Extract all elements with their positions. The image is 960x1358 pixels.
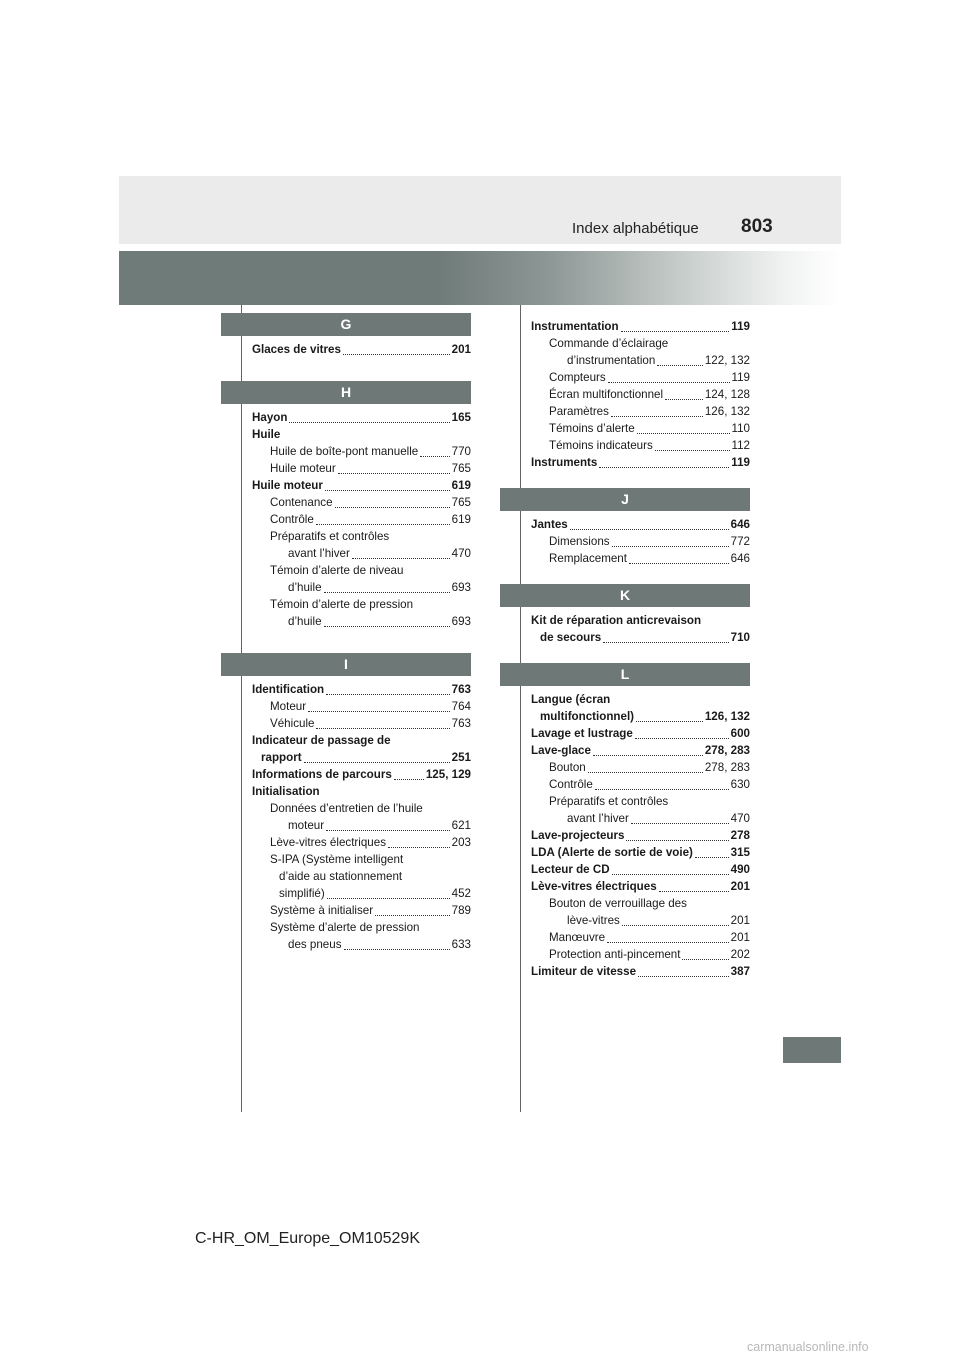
index-entry[interactable]: multifonctionnel) 126, 132 [540, 710, 750, 723]
header-band [119, 176, 841, 244]
letter-heading-k: K [500, 584, 750, 607]
index-entry[interactable]: Témoins indicateurs 112 [549, 439, 750, 452]
letter-heading-l: L [500, 663, 750, 686]
index-entry[interactable]: Protection anti-pincement 202 [549, 948, 750, 961]
index-entry[interactable]: moteur 621 [288, 819, 471, 832]
index-entry[interactable]: Lavage et lustrage 600 [531, 727, 750, 740]
index-entry: Témoin d’alerte de niveau [270, 564, 404, 577]
index-entry[interactable]: Informations de parcours 125, 129 [252, 768, 471, 781]
index-entry[interactable]: Remplacement 646 [549, 552, 750, 565]
index-entry[interactable]: Huile moteur 619 [252, 479, 471, 492]
index-entry: Kit de réparation anticrevaison [531, 614, 702, 627]
index-entry[interactable]: Instrumentation 119 [531, 320, 750, 333]
index-entry[interactable]: Glaces de vitres 201 [252, 343, 471, 356]
index-entry[interactable]: LDA (Alerte de sortie de voie) 315 [531, 846, 750, 859]
index-entry[interactable]: Lecteur de CD 490 [531, 863, 750, 876]
index-entry: Commande d’éclairage [549, 337, 669, 350]
page-number: 803 [741, 216, 773, 237]
watermark: carmanualsonline.info [747, 1340, 869, 1354]
index-entry[interactable]: Hayon 165 [252, 411, 471, 424]
letter-heading-i: I [221, 653, 471, 676]
index-entry: d’aide au stationnement [279, 870, 403, 883]
index-entry[interactable]: des pneus 633 [288, 938, 471, 951]
letter-heading-j: J [500, 488, 750, 511]
index-entry[interactable]: Lave-glace 278, 283 [531, 744, 750, 757]
index-entry[interactable]: Identification 763 [252, 683, 471, 696]
index-entry[interactable]: avant l’hiver 470 [288, 547, 471, 560]
section-title: Index alphabétique [572, 220, 699, 237]
index-entry[interactable]: d’huile 693 [288, 581, 471, 594]
index-entry[interactable]: Huile de boîte-pont manuelle 770 [270, 445, 471, 458]
letter-heading-h: H [221, 381, 471, 404]
index-entry[interactable]: Écran multifonctionnel 124, 128 [549, 388, 750, 401]
document-code: C-HR_OM_Europe_OM10529K [195, 1230, 420, 1247]
index-entry: Huile [252, 428, 281, 441]
index-entry[interactable]: Contenance 765 [270, 496, 471, 509]
index-column-2 [531, 318, 750, 980]
index-entry[interactable]: Limiteur de vitesse 387 [531, 965, 750, 978]
index-entry[interactable]: lève-vitres 201 [567, 914, 750, 927]
index-entry[interactable]: Contrôle 630 [549, 778, 750, 791]
index-entry[interactable]: Huile moteur 765 [270, 462, 471, 475]
index-entry[interactable]: Bouton 278, 283 [549, 761, 750, 774]
index-entry[interactable]: de secours 710 [540, 631, 750, 644]
index-entry: Préparatifs et contrôles [549, 795, 669, 808]
index-entry[interactable]: Système à initialiser 789 [270, 904, 471, 917]
index-entry[interactable]: Lève-vitres électriques 203 [270, 836, 471, 849]
chapter-banner [119, 251, 841, 305]
index-entry: Données d’entretien de l’huile [270, 802, 423, 815]
index-entry[interactable]: Paramètres 126, 132 [549, 405, 750, 418]
index-entry[interactable]: Lève-vitres électriques 201 [531, 880, 750, 893]
chapter-tab [783, 1037, 841, 1063]
index-entry: Bouton de verrouillage des [549, 897, 687, 910]
index-entry[interactable]: Véhicule 763 [270, 717, 471, 730]
index-entry[interactable]: simplifié) 452 [279, 887, 471, 900]
index-entry[interactable]: Jantes 646 [531, 518, 750, 531]
index-entry: Système d’alerte de pression [270, 921, 420, 934]
index-entry[interactable]: d’huile 693 [288, 615, 471, 628]
index-entry: Initialisation [252, 785, 320, 798]
index-entry: Langue (écran [531, 693, 611, 706]
index-entry[interactable]: Moteur 764 [270, 700, 471, 713]
index-entry: Indicateur de passage de [252, 734, 391, 747]
index-entry[interactable]: avant l’hiver 470 [567, 812, 750, 825]
index-entry[interactable]: Contrôle 619 [270, 513, 471, 526]
letter-heading-g: G [221, 313, 471, 336]
index-entry: Préparatifs et contrôles [270, 530, 390, 543]
index-entry[interactable]: d’instrumentation 122, 132 [567, 354, 750, 367]
index-entry[interactable]: Témoins d’alerte 110 [549, 422, 750, 435]
index-entry: Témoin d’alerte de pression [270, 598, 414, 611]
index-column-1 [252, 313, 471, 953]
index-entry[interactable]: Lave-projecteurs 278 [531, 829, 750, 842]
index-entry[interactable]: Dimensions 772 [549, 535, 750, 548]
index-entry[interactable]: Manœuvre 201 [549, 931, 750, 944]
column-divider-left [241, 305, 242, 1112]
column-divider-middle [520, 305, 521, 1112]
index-entry[interactable]: Instruments 119 [531, 456, 750, 469]
index-entry[interactable]: Compteurs 119 [549, 371, 750, 384]
index-entry[interactable]: rapport 251 [261, 751, 471, 764]
index-entry: S-IPA (Système intelligent [270, 853, 404, 866]
